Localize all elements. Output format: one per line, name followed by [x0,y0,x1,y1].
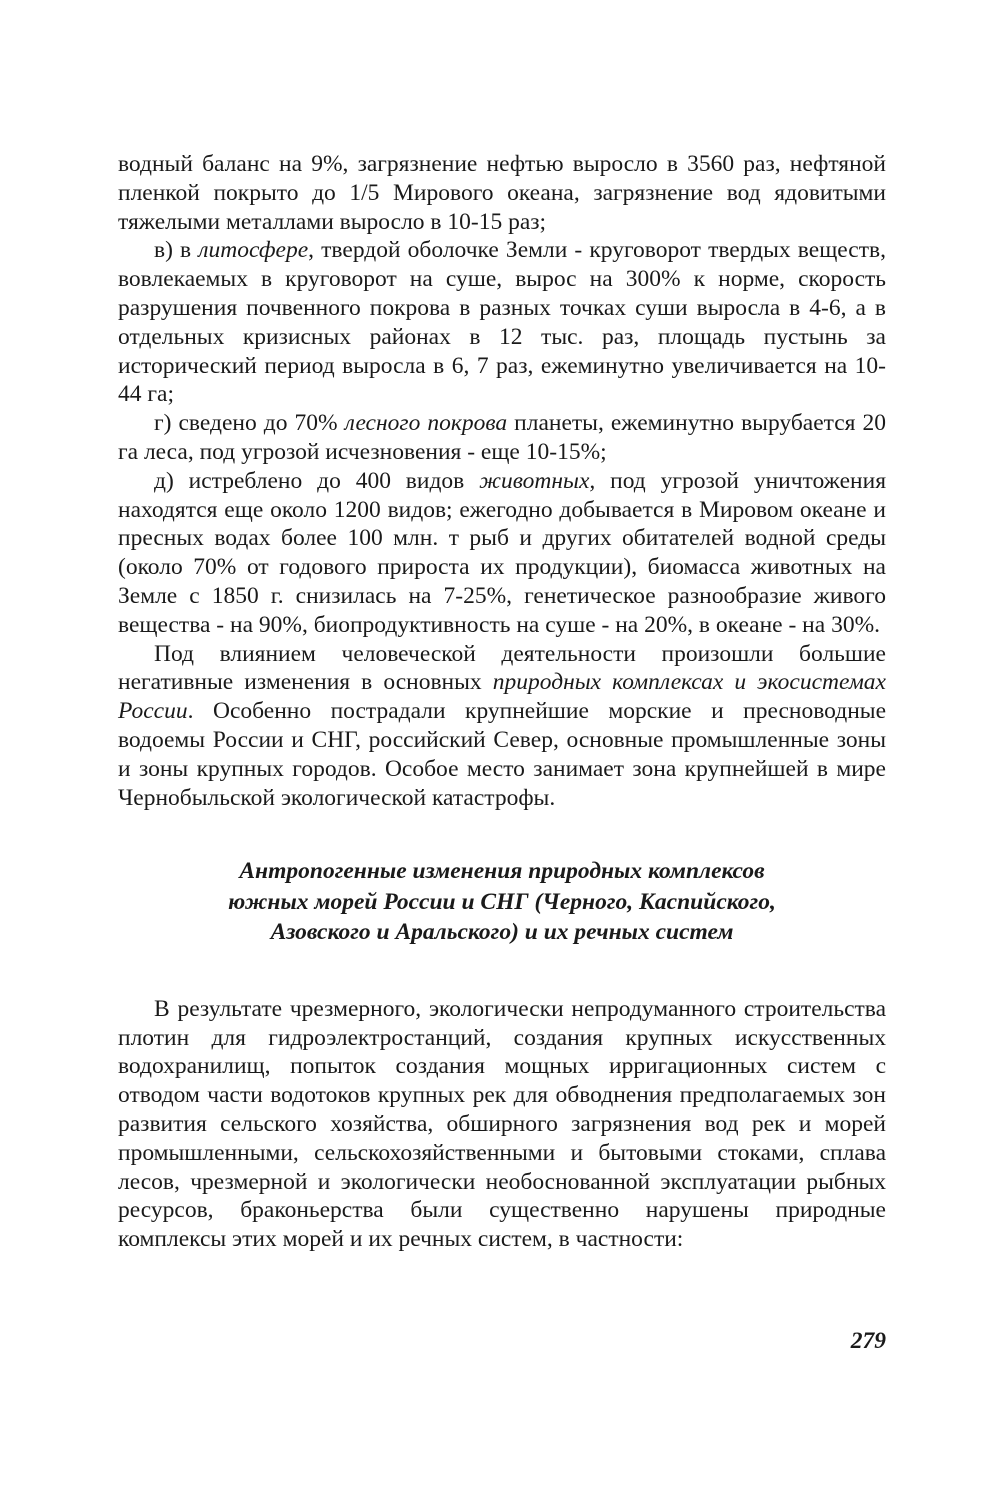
paragraph-russia-ecosystems-rest: . Особенно пострадали крупнейшие морские и пресноводные водоемы России и СНГ, российский Север, основные промышленные зоны и зоны крупных городов. Особое место занимает зона крупнейшей в мире Чернобыльской экологической катастрофы. [118,698,886,811]
page-number: 279 [850,1328,886,1354]
paragraph-russia-ecosystems-emphasis: природных комплексах и экосистемах России [118,669,886,725]
paragraph-animals [118,467,886,640]
paragraph-forest-lead: г) сведено до 70% [154,410,345,437]
section-heading-line-1: Антропогенные изменения природных комплексов [239,858,765,885]
paragraph-russia-ecosystems-lead: Под влиянием человеческой деятельности произошли большие негативные изменения в основных [118,640,886,696]
section-heading [118,856,886,948]
paragraph-forest-emphasis: лесного покрова [344,410,508,437]
paragraph-continuation: водный баланс на 9%, загрязнение нефтью выросло в 3560 раз, нефтяной пленкой покрыто до 1/5 Мирового океана, загрязнение вод ядовитыми тяжелыми металлами выросло в 10-15 раз; [118,151,886,235]
paragraph-lithosphere-emphasis: литосфере [198,237,309,264]
page-body [118,150,886,1254]
paragraph-animals-emphasis: животных, [479,467,596,494]
paragraph-forest [118,409,886,467]
paragraph-southern-seas: В результате чрезмерного, экологически непродуманного строительства плотин для гидроэлектростанций, создания крупных искусственных водохранилищ, попыток создания мощных ирригационных систем с отводом части водотоков крупных рек для обводнения предполагаемых зон развития сельского хозяйства, обширного загрязнения вод рек и морей промышленными, сельскохозяйственными и бытовыми стоками, сплава лесов, чрезмерной и экологически необоснованной эксплуатации рыбных ресурсов, браконьерства были существенно нарушены природные комплексы этих морей и их речных систем, в частности: [118,995,886,1253]
paragraph-lithosphere [118,236,886,409]
section-heading-line-3: Азовского и Аральского) и их речных систем [270,919,734,946]
section-heading-line-2: южных морей России и СНГ (Черного, Каспийского, [228,888,776,915]
paragraph-russia-ecosystems [118,640,886,813]
paragraph-lithosphere-lead: в) в [154,237,199,264]
paragraph-animals-rest: под угрозой уничтожения находятся еще около 1200 видов; ежегодно добывается в Мировом океане и пресных водах более 100 млн. т рыб и других обитателей водной среды (около 70% от годового прироста их продукции), биомасса животных на Земле с 1850 г. снизилась на 7-25%, генетическое разнообразие живого вещества - на 90%, биопродуктивность на суше - на 20%, в океане - на 30%. [118,467,886,638]
paragraph-forest-rest: планеты, ежеминутно вырубается 20 га леса, под угрозой исчезновения - еще 10-15%; [118,410,886,465]
paragraph-lithosphere-rest: , твердой оболочке Земли - круговорот твердых веществ, вовлекаемых в круговорот на суше, вырос на 300% к норме, скорость разрушения почвенного покрова в разных точках суши выросла в 4-6, а в отдельных кризисных районах в 12 тыс. раз, площадь пустынь за исторический период выросла в 6, 7 раз, ежеминутно увеличивается на 10-44 га; [118,237,886,408]
paragraph-animals-lead: д) истреблено до 400 видов [154,467,480,494]
